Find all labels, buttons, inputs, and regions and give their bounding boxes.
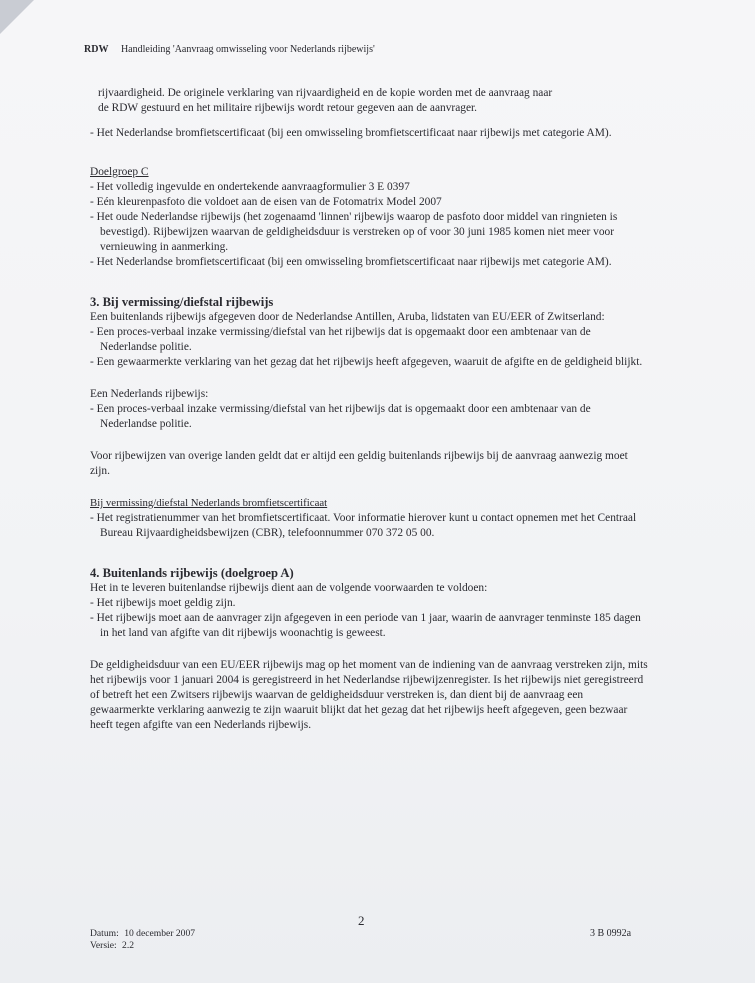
section-3-bromfiets-title: Bij vermissing/diefstal Nederlands bromfietscertificaat — [90, 497, 328, 509]
section-4-intro: Het in te leveren buitenlandse rijbewijs dient aan de volgende voorwaarden te voldoen: — [90, 582, 488, 594]
doelgroep-c-title: Doelgroep C — [90, 166, 149, 178]
header-title: Handleiding 'Aanvraag omwisseling voor Nederlands rijbewijs' — [120, 44, 375, 55]
page-footer — [90, 928, 195, 952]
page-header — [84, 44, 375, 55]
footer-date-label: Datum: — [90, 928, 119, 939]
section-3-other-countries: Voor rijbewijzen van overige landen geldt dat er altijd een geldig buitenlands rijbewijs bij de aanvraag aanwezig moet zijn. — [90, 450, 628, 477]
section-3-bromfiets-item: - Het registratienummer van het bromfietscertificaat. Voor informatie hierover kunt u contact opnemen met het Centraal Bureau Rijvaardigheidsbewijzen (CBR), telefoonnummer 070 372 05 00. — [90, 512, 637, 539]
section-3-foreign-intro: Een buitenlands rijbewijs afgegeven door de Nederlandse Antillen, Aruba, lidstaten van EU/EER of Zwitserland: — [90, 311, 605, 323]
doelgroep-c-item: - Eén kleurenpasfoto die voldoet aan de eisen van de Fotomatrix Model 2007 — [90, 196, 442, 208]
doelgroep-c-item: - Het oude Nederlandse rijbewijs (het zogenaamd 'linnen' rijbewijs waarop de pasfoto door middel van ringnieten is bevestigd). Rijbewijzen waarvan de geldigheidsduur is verstreken op of voor 30 juni 1985 komen niet meer voor vernieuwing in aanmerking. — [90, 211, 618, 253]
section-3-heading: 3. Bij vermissing/diefstal rijbewijs — [90, 295, 274, 309]
bromfiets-item: - Het Nederlandse bromfietscertificaat (bij een omwisseling bromfietscertificaat naar rijbewijs met categorie AM). — [90, 127, 612, 139]
section-4-item: - Het rijbewijs moet geldig zijn. — [90, 597, 236, 609]
footer-version-label: Versie: — [90, 940, 117, 951]
section-4-item: - Het rijbewijs moet aan de aanvrager zijn afgegeven in een periode van 1 jaar, waarin de aanvrager tenminste 185 dagen in het land van afgifte van dit rijbewijs woonachtig is geweest. — [90, 612, 641, 639]
doelgroep-c-item: - Het Nederlandse bromfietscertificaat (bij een omwisseling bromfietscertificaat naar rijbewijs met categorie AM). — [90, 256, 612, 268]
footer-version-value: 2.2 — [122, 940, 135, 951]
page-body — [90, 86, 650, 733]
section-3-foreign-item: - Een proces-verbaal inzake vermissing/diefstal van het rijbewijs dat is opgemaakt door een ambtenaar van de Nederlandse politie. — [90, 326, 591, 353]
page-number: 2 — [358, 913, 365, 928]
header-org: RDW — [84, 44, 109, 55]
intro-line-1: rijvaardigheid. De originele verklaring van rijvaardigheid en de kopie worden met de aanvraag naar — [98, 87, 553, 99]
document-code: 3 B 0992a — [590, 928, 632, 939]
section-3-nl-intro: Een Nederlands rijbewijs: — [90, 388, 209, 400]
section-4-heading: 4. Buitenlands rijbewijs (doelgroep A) — [90, 566, 294, 580]
footer-date-value: 10 december 2007 — [124, 928, 196, 939]
doelgroep-c-item: - Het volledig ingevulde en ondertekende aanvraagformulier 3 E 0397 — [90, 181, 410, 193]
page-corner-fold — [0, 0, 34, 34]
section-3-nl-item: - Een proces-verbaal inzake vermissing/diefstal van het rijbewijs dat is opgemaakt door een ambtenaar van de Nederlandse politie. — [90, 403, 591, 430]
intro-line-2: de RDW gestuurd en het militaire rijbewijs wordt retour gegeven aan de aanvrager. — [98, 102, 478, 114]
section-3-foreign-item: - Een gewaarmerkte verklaring van het gezag dat het rijbewijs heeft afgegeven, waaruit de afgifte en de geldigheid blijkt. — [90, 356, 643, 368]
section-4-paragraph: De geldigheidsduur van een EU/EER rijbewijs mag op het moment van de indiening van de aanvraag verstreken zijn, mits het rijbewijs voor 1 januari 2004 is geregistreerd in het Nederlandse rijbewijzenregister. Is het rijbewijs niet geregistreerd of betreft het een Zwitsers rijbewijs waarvan de geldigheidsduur verstreken is, dan dient bij de aanvraag een gewaarmerkte verklaring aanwezig te zijn waaruit blijkt dat het gezag dat het rijbewijs heeft afgegeven, geen bezwaar heeft tegen afgifte van een Nederlands rijbewijs. — [90, 659, 648, 731]
